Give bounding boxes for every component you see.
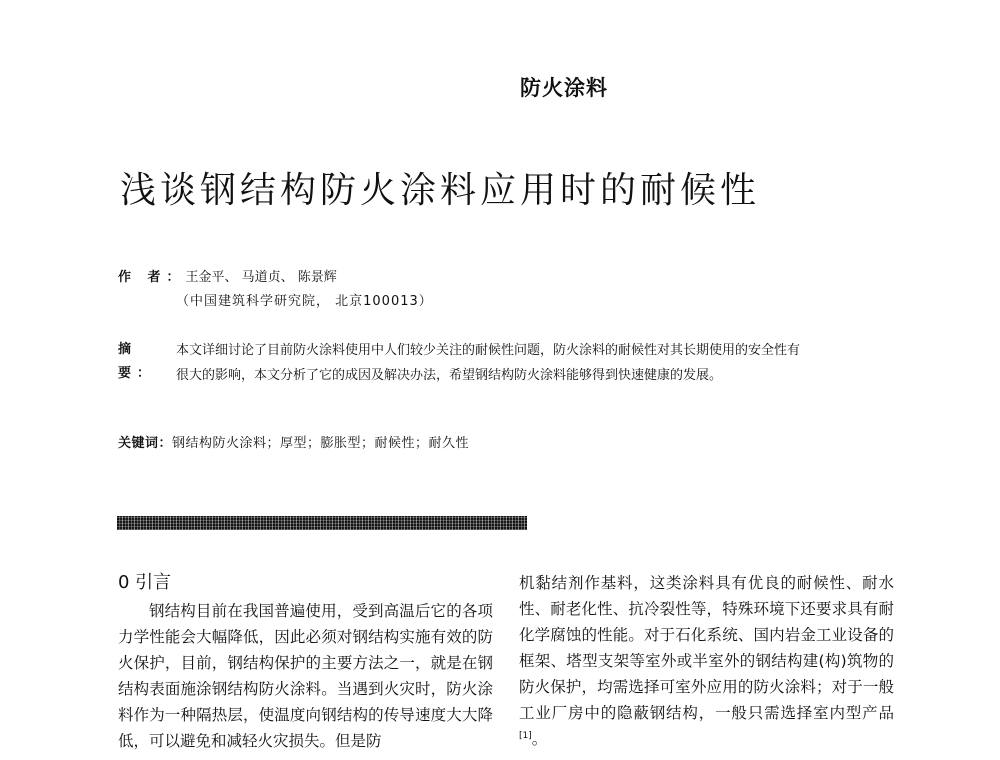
keywords-label: 关键词：	[118, 436, 173, 451]
abstract-text: 本文详细讨论了目前防火涂料使用中人们较少关注的耐候性问题，防火涂料的耐候性对其长期使用的安全性有很大的影响，本文分析了它的成因及解决办法，希望钢结构防火涂料能够得到快速健康的发展。	[176, 343, 801, 383]
keywords-text: 钢结构防火涂料；厚型；膨胀型；耐候性；耐久性	[172, 436, 470, 451]
authors-label: 作 者：	[118, 270, 186, 285]
body-paragraph-right	[519, 570, 894, 752]
body-paragraph-left: 钢结构目前在我国普遍使用，受到高温后它的各项力学性能会大幅降低，因此必须对钢结构实施有效的防火保护，目前，钢结构保护的主要方法之一，就是在钢结构表面施涂钢结构防火涂料。当遇到火灾时，防火涂料作为一种隔热层，使温度向钢结构的传导速度大大降低，可以避免和减轻火灾损失。但是防	[118, 602, 493, 750]
keywords-line	[118, 432, 469, 456]
body-paragraph-right-end: 。	[531, 730, 548, 748]
body-column-right	[519, 570, 894, 752]
section-heading-introduction: 0 引言	[118, 572, 172, 593]
authors-affiliation: （中国建筑科学研究院， 北京100013）	[176, 294, 433, 309]
abstract-label: 摘 要：	[118, 342, 157, 381]
abstract-block	[118, 338, 808, 388]
authors-names: 王金平、 马道贞、 陈景辉	[185, 270, 337, 285]
section-tag: 防火涂料	[520, 76, 608, 100]
article-title: 浅谈钢结构防火涂料应用时的耐候性	[120, 170, 761, 211]
body-column-left	[118, 570, 493, 754]
decorative-divider-bar	[117, 516, 527, 530]
citation-marker: [1]	[519, 730, 532, 741]
authors-line	[118, 266, 337, 290]
body-paragraph-right-text: 机黏结剂作基料，这类涂料具有优良的耐候性、耐水性、耐老化性、抗冷裂性等，特殊环境下还要求具有耐化学腐蚀的性能。对于石化系统、国内岩金工业设备的框架、塔型支架等室外或半室外的钢结构建(构)筑物的防火保护，均需选择可室外应用的防火涂料；对于一般工业厂房中的隐蔽钢结构，一般只需选择室内型产品	[519, 574, 894, 722]
